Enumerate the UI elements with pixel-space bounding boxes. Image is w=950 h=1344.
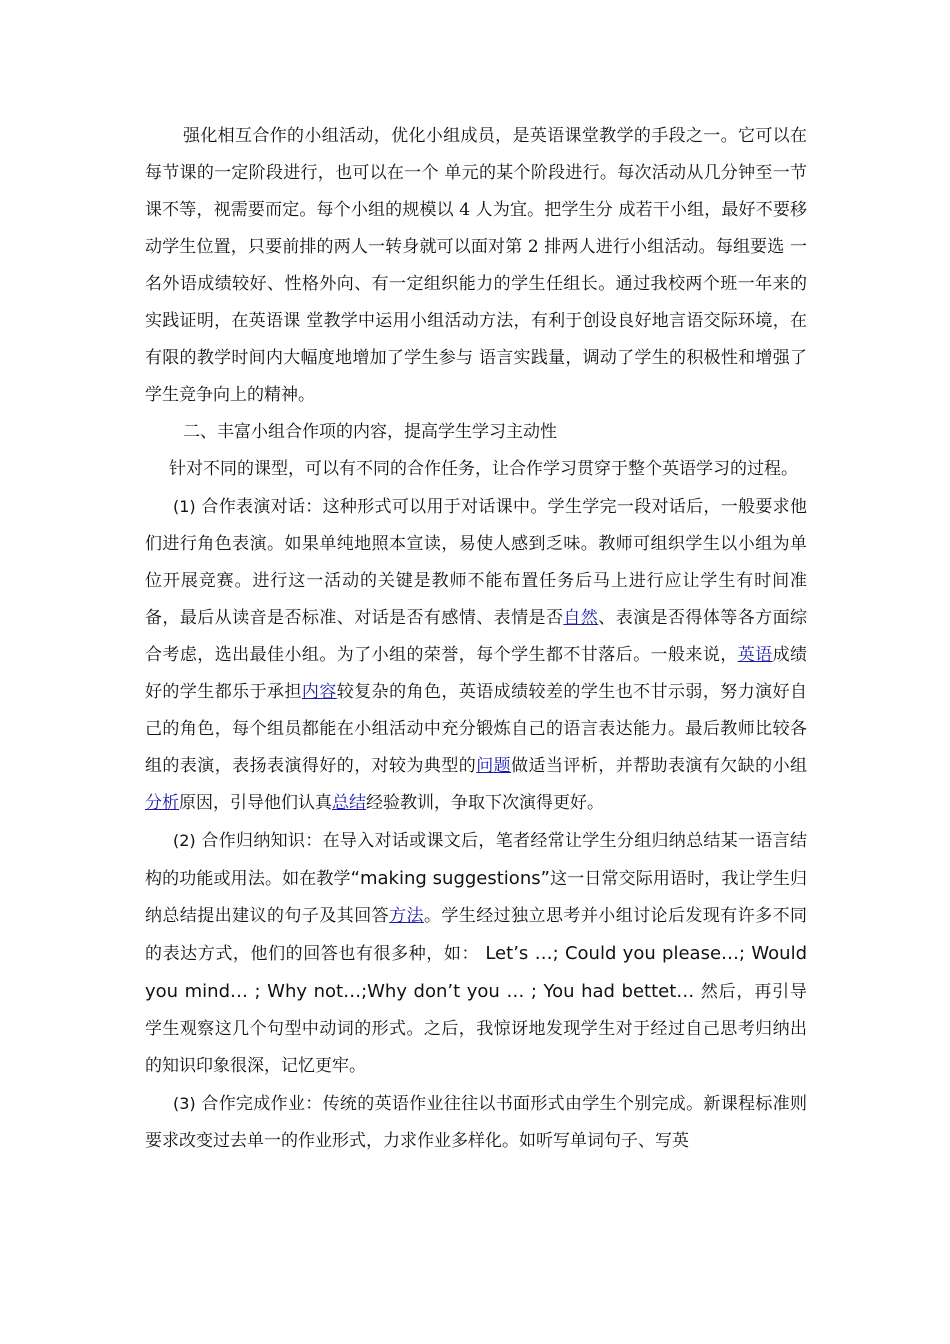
item-text: 、表演是否得体等各方面综合考虑，选出最佳小组。为了小组的荣誉，每个学生都不甘落后。一般来说，	[145, 608, 808, 665]
link-zongjie[interactable]: 总结	[332, 793, 366, 813]
item-text: 然后，再引导学生观察这几个句型中动词的形式。之后，我惊讶地发现学生对于经过自己思考归纳出的知识印象很深，记忆更牢。	[145, 982, 808, 1076]
item-text: 合作完成作业：传统的英语作业往往以书面形式由学生个别完成。新课程标准则要求改变过去单一的作业形式，力求作业多样化。如听写单词句子、写英	[145, 1094, 807, 1151]
item-text: 。学生经过独立思考并小组讨论后发现有许多不同的表达方式，他们的回答也有很多种，如：	[145, 906, 808, 964]
item-text: 较复杂的角色，英语成绩较差的学生也不甘示弱，努力演好自己的角色，每个组员都能在小组活动中充分锻炼自己的语言表达能力。最后教师比较各组的表演，表扬表演得好的，对较为典型的	[145, 682, 808, 776]
link-fenxi[interactable]: 分析	[145, 793, 179, 813]
english-examples: Let’s …; Could you please…; Would you mind… ; Why not…;Why don’t you … ; You had bettet…	[145, 943, 808, 1002]
item-text: 原因，引导他们认真	[179, 793, 332, 813]
link-wenti[interactable]: 问题	[476, 756, 512, 776]
list-item-2	[145, 822, 807, 1085]
item-text: 经验教训，争取下次演得更好。	[366, 793, 604, 813]
item-text: 合作表演对话：这种形式可以用于对话课中。学生学完一段对话后，一般要求他们进行角色表演。如果单纯地照本宣读，易使人感到乏味。教师可组织学生以小组为单位开展竞赛。进行这一活动的关键是教师不能布置任务后马上进行应让学生有时间准备，最后从读音是否标准、对话是否有感情、表情是否	[145, 497, 807, 628]
list-item-1	[145, 488, 807, 822]
link-yingyu[interactable]: 英语	[737, 645, 773, 665]
item-text: 做适当评析，并帮助表演有欠缺的小组	[511, 756, 808, 776]
paragraph-overview: 针对不同的课型，可以有不同的合作任务，让合作学习贯穿于整个英语学习的过程。	[169, 459, 798, 479]
item-text: 合作归纳知识：在导入对话或课文后，笔者经常让学生分组归纳总结某一语言结构的功能或用法。如在教学	[145, 831, 807, 889]
link-ziran[interactable]: 自然	[563, 608, 599, 628]
link-neirong[interactable]: 内容	[301, 682, 337, 702]
english-phrase: “making suggestions”	[350, 868, 550, 889]
section-heading: 二、丰富小组合作项的内容，提高学生学习主动性	[183, 422, 557, 442]
document-body	[145, 118, 807, 1160]
item-text: 成绩好的学生都乐于承担	[145, 645, 808, 702]
paragraph-intro: 强化相互合作的小组活动，优化小组成员，是英语课堂教学的手段之一。它可以在每节课的一定阶段进行，也可以在一个 单元的某个阶段进行。每次活动从几分钟至一节课不等，视需要而定。每个小组的规模以 4 人为宜。把学生分 成若干小组，最好不要移动学生位置，只要前排的两人一转身就可以面对第 2 排两人进行小组活动。每组要选 一名外语成绩较好、性格外向、有一定组织能力的学生任组长。通过我校两个班一年来的实践证明，在英语课 堂教学中运用小组活动方法，有利于创设良好地言语交际环境，在有限的教学时间内大幅度地增加了学生参与 语言实践量，调动了学生的积极性和增强了学生竞争向上的精神。	[145, 126, 807, 405]
item-number: (3)	[173, 1094, 196, 1113]
list-item-3	[145, 1085, 807, 1160]
link-fangfa[interactable]: 方法	[389, 906, 424, 926]
item-number: (2)	[173, 831, 196, 850]
item-number: (1)	[173, 497, 196, 516]
item-text: 这一日常交际用语时，我让学生归纳总结提出建议的句子及其回答	[145, 869, 807, 926]
